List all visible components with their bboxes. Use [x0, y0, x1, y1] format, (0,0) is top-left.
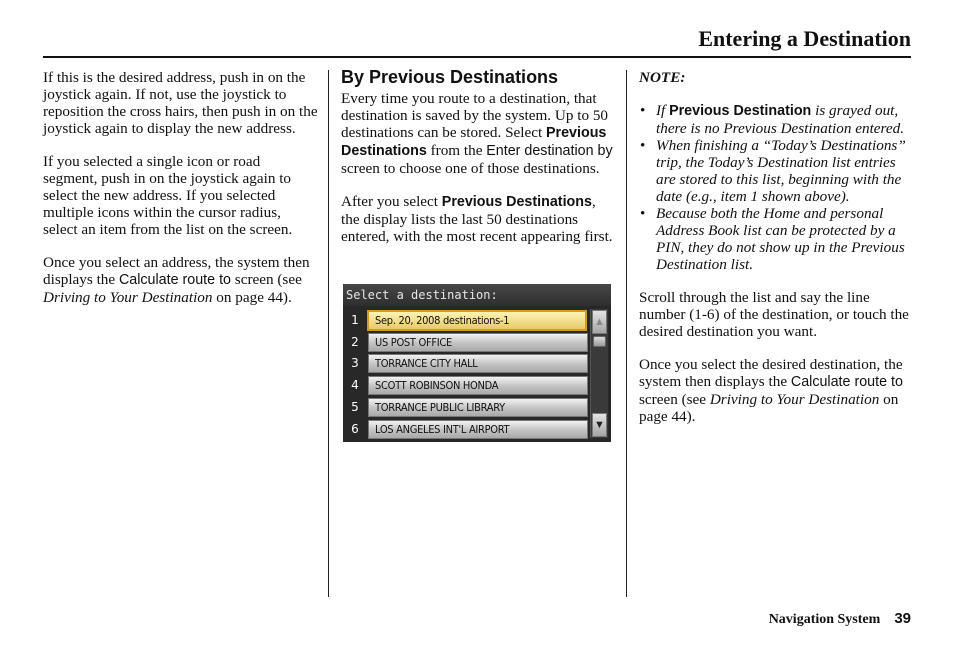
- text-run: , the display lists the last 50 destinations entered, with the most recent appearing first.: [341, 193, 613, 245]
- page-number: 39: [894, 610, 911, 627]
- menu-name-previous-destinations: Previous Destinations: [341, 125, 607, 159]
- destination-label: SCOTT ROBINSON HONDA: [375, 379, 499, 393]
- destination-button[interactable]: [368, 333, 588, 352]
- menu-name-previous-destination: Previous Destination: [669, 103, 812, 119]
- destination-row[interactable]: [345, 420, 587, 439]
- section-heading: By Previous Destinations: [341, 67, 559, 87]
- scroll-down-button[interactable]: ▼: [592, 413, 607, 437]
- col1-paragraph-3: [43, 254, 318, 306]
- destination-row[interactable]: [345, 333, 587, 352]
- destination-row[interactable]: [345, 354, 587, 373]
- col3-paragraph-2: [639, 356, 911, 425]
- screen-name-calculate-route: Calculate route to: [118, 272, 231, 288]
- destination-label: LOS ANGELES INT'L AIRPORT: [375, 422, 510, 436]
- scrollbar[interactable]: [590, 309, 608, 438]
- destination-label: Sep. 20, 2008 destinations-1: [375, 314, 510, 327]
- scroll-up-button[interactable]: ▲: [592, 310, 607, 334]
- note-item: [639, 102, 911, 137]
- col1-paragraph-2: If you selected a single icon or road segment, push in on the joystick again to select the new address. If you selected multiple icons within the cursor radius, select an item from the list on the screen.: [43, 153, 293, 238]
- text-run: from the: [426, 142, 487, 159]
- destination-button[interactable]: [368, 420, 588, 439]
- text-run: screen to choose one of those destinations.: [341, 160, 600, 177]
- text-run: screen (see: [639, 391, 710, 408]
- destination-button[interactable]: [368, 354, 588, 373]
- column-1: [43, 69, 318, 322]
- text-run: If: [656, 102, 670, 119]
- column-divider-2: [626, 70, 627, 597]
- destination-row[interactable]: [345, 376, 587, 395]
- col3-paragraph-1: Scroll through the list and say the line number (1-6) of the destination, or touch the desired destination you want.: [639, 289, 909, 340]
- note-item: • When finishing a “Today’s Destinations” trip, the Today’s Destination list entries are stored to this list, beginning with the date (e.g., item 1 shown above).: [639, 137, 911, 205]
- destination-label: TORRANCE PUBLIC LIBRARY: [375, 400, 505, 414]
- text-run: After you select: [341, 193, 442, 210]
- cross-reference: Driving to Your Destination: [709, 391, 880, 408]
- footer-label: Navigation System: [768, 612, 881, 627]
- note-label: NOTE:: [639, 69, 686, 86]
- screen-name-enter-destination-by: Enter destination by: [486, 143, 613, 159]
- column-3: [639, 69, 911, 441]
- row-number: 5: [351, 399, 359, 414]
- header-rule: [43, 56, 911, 58]
- menu-name-previous-destinations: Previous Destinations: [441, 194, 592, 210]
- row-number: 2: [351, 334, 359, 349]
- scroll-thumb[interactable]: [593, 336, 606, 347]
- note-item: • Because both the Home and personal Address Book list can be protected by a PIN, they do not show up in the Previous Destination list.: [639, 205, 911, 273]
- text-run: Once you select an address, the system then displays the: [43, 254, 310, 288]
- note-list: [639, 102, 911, 273]
- screen-title: Select a destination:: [346, 288, 498, 302]
- col2-paragraph-1: [341, 90, 615, 177]
- screen-name-calculate-route: Calculate route to: [790, 374, 903, 390]
- column-divider-1: [328, 70, 329, 597]
- cross-reference: Driving to Your Destination: [43, 289, 213, 306]
- text-run: Every time you route to a destination, that destination is saved by the system. Up to 50 destinations can be stored. Select: [341, 90, 609, 141]
- text-run: is grayed out, there is no Previous Destination entered.: [656, 102, 905, 137]
- destination-button[interactable]: [368, 376, 588, 395]
- destination-row[interactable]: [345, 311, 587, 330]
- page-footer: [769, 610, 911, 628]
- destination-button[interactable]: [368, 398, 588, 417]
- destination-row[interactable]: [345, 398, 587, 417]
- destination-label: TORRANCE CITY HALL: [375, 357, 478, 371]
- destination-label: US POST OFFICE: [375, 335, 452, 349]
- navigation-screen: [343, 284, 611, 442]
- column-2: [341, 90, 615, 261]
- row-number: 4: [351, 378, 359, 393]
- row-number: 3: [351, 356, 359, 371]
- row-number: 1: [351, 313, 359, 327]
- col1-paragraph-1: If this is the desired address, push in on the joystick again. If not, use the joystick to reposition the cross hairs, then push in on the joystick again to display the new address.: [43, 69, 318, 137]
- text-run: Once you select the desired destination, the system then displays the: [639, 356, 903, 390]
- row-number: 6: [351, 421, 359, 436]
- text-run: on page 44).: [212, 289, 292, 306]
- text-run: screen (see: [231, 271, 302, 288]
- destination-button[interactable]: [367, 310, 587, 331]
- text-run: on page 44).: [639, 391, 899, 425]
- col2-paragraph-2: [341, 193, 615, 245]
- page-title: Entering a Destination: [698, 26, 911, 51]
